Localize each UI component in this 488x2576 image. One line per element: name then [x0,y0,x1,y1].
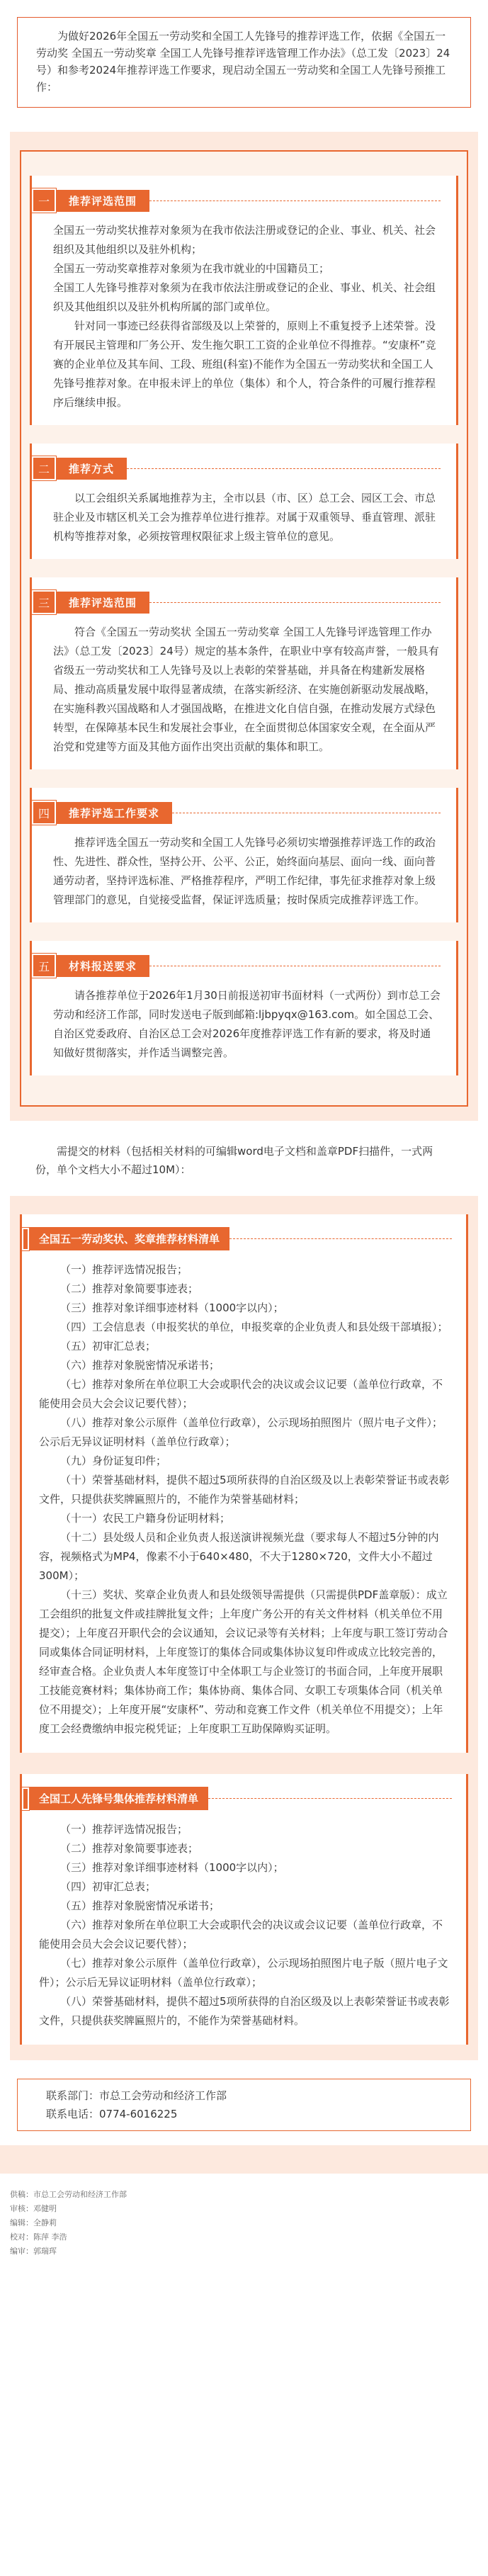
intro-box: 为做好2026年全国五一劳动奖和全国工人先锋号的推荐评选工作，依据《全国五一劳动奖 全国五一劳动奖章 全国工人先锋号推荐评选管理工作办法》（总工发〔2023〕24号）和参考2024年推荐评选工作要求，现启动全国五一劳动奖和全国工人先锋号预推工作： [17,17,471,108]
section-paragraph: 针对同一事迹已经获得省部级及以上荣誉的，原则上不重复授予上述荣誉。没有开展民主管理和厂务公开、发生拖欠职工工资的企业单位不得推荐。“安康杯”竞赛的企业单位及其车间、工段、班组(科室)不能作为全国五一劳动奖状和全国工人先锋号推荐对象。在申报未评上的单位（集体）和个人，符合条件的可履行推荐程序后继续申报。 [53,320,436,409]
list-item: （四）初审汇总表； [60,1880,157,1893]
contact-unit: 联系部门：市总工会劳动和经济工作部 [46,2089,227,2102]
materials-note: 需提交的材料（包括相关材料的可编辑word电子文档和盖章PDF扫描件，一式两份，单个文档大小不超过10M）： [35,1145,433,1176]
list-item: （二）推荐对象简要事迹表； [60,1282,199,1295]
lists-frame [10,1196,478,2060]
materials-list-card [20,1214,468,1753]
section-card [30,941,458,1075]
section-header [32,801,441,825]
list-item: （十）荣誉基础材料，提供不超过5项所获得的自治区级及以上表彰荣誉证书或表彰文件，只提供获奖牌匾照片的，不能作为荣誉基础材料； [39,1474,450,1506]
list-item: （十一）农民工户籍身份证明材料； [60,1512,231,1525]
section-title: 推荐方式 [56,458,127,480]
list-title: 全国五一劳动奖状、奖章推荐材料清单 [29,1227,229,1250]
list-header-marker [22,1787,29,1810]
section-header [32,456,441,480]
section-paragraph: 推荐评选全国五一劳动奖和全国工人先锋号必须切实增强推荐评选工作的政治性、先进性、群众性，坚持公开、公平、公正，始终面向基层、面向一线、面向普通劳动者，坚持评选标准、严格推荐程序，严明工作纪律，事先征求推荐对象上级管理部门的意见，自觉接受监督，保证评选质量；按时保质完成推荐评选工作。 [53,836,436,906]
list-item: （九）身份证复印件； [60,1454,167,1467]
credit-line: 供稿：市总工会劳动和经济工作部 [10,2190,127,2199]
list-header-marker [22,1228,29,1250]
list-item: （三）推荐对象详细事迹材料（1000字以内）； [60,1301,284,1314]
section-number: 四 [32,801,56,825]
list-item: （三）推荐对象详细事迹材料（1000字以内）； [60,1861,284,1874]
section-title: 推荐评选范围 [56,592,149,614]
section-card [30,176,458,425]
credit-line: 校对：陈萍 李浩 [10,2232,67,2242]
sections-frame [20,150,468,1107]
section-card [30,444,458,559]
section-paragraph: 以工会组织关系属地推荐为主，全市以县（市、区）总工会、园区工会、市总驻企业及市辖区机关工会为推荐单位进行推荐。对属于双重领导、垂直管理、派驻机构等推荐对象，必须按管理权限征求上级主管单位的意见。 [53,492,436,543]
section-header [32,188,441,213]
credit-line: 编审：郭瑞珲 [10,2247,57,2256]
list-item: （六）推荐对象所在单位职工大会或职代会的决议或会议记要（盖单位行政章，不能使用会员大会会议记要代替）； [39,1919,443,1950]
section-header [32,954,441,978]
list-item: （六）推荐对象脱密情况承诺书； [60,1359,220,1372]
main-frame [10,132,478,1121]
section-card [30,788,458,922]
list-item: （七）推荐对象所在单位职工大会或职代会的决议或会议记要（盖单位行政章，不能使用会员大会会议记要代替）； [39,1378,443,1410]
section-paragraph: 请各推荐单位于2026年1月30日前报送初审书面材料（一式两份）到市总工会劳动和经济工作部，同时发送电子版到邮箱:ljbpyqx@163.com。如全国总工会、自治区党委政府、自治区总工会对2026年度推荐评选工作有新的要求，将及时通知做好贯彻落实，并作适当调整完善。 [53,989,441,1059]
section-title: 推荐评选工作要求 [56,802,172,824]
section-title: 材料报送要求 [56,955,149,977]
section-paragraph: 全国五一劳动奖章推荐对象须为在我市就业的中国籍员工； [53,262,330,275]
footer-band [0,2145,488,2174]
article-page [0,17,488,2273]
section-title: 推荐评选范围 [56,190,149,212]
list-item: （七）推荐对象公示原件（盖单位行政章），公示现场拍照图片电子版（照片电子文件）；公示后无异议证明材料（盖单位行政章）； [39,1957,448,1989]
list-item: （四）工会信息表（申报奖状的单位，申报奖章的企业负责人和县处级干部填报）； [60,1321,448,1333]
section-paragraph: 全国五一劳动奖状推荐对象须为在我市依法注册或登记的企业、事业、机关、社会组织及其他组织以及驻外机构； [53,224,436,256]
list-header [22,1787,452,1810]
list-item: （一）推荐评选情况报告； [60,1823,188,1836]
list-item: （五）初审汇总表； [60,1340,157,1352]
credit-line: 审核：邓健明 [10,2204,57,2213]
section-header [32,590,441,614]
list-item: （十二）县处级人员和企业负责人报送演讲视频光盘（要求每人不超过5分钟的内容，视频格式为MP4，像素不小于640×480，不大于1280×720，文件大小不超过300M）； [39,1531,439,1582]
materials-list-card [20,1774,468,2045]
credit-line: 编辑：全静莉 [10,2218,57,2227]
section-number: 二 [32,456,56,480]
credits [0,2174,488,2273]
list-item: （八）推荐对象公示原件（盖单位行政章），公示现场拍照图片（照片电子文件）；公示后无异议证明材料（盖单位行政章）； [39,1416,443,1448]
section-number: 三 [32,590,56,614]
list-item: （八）荣誉基础材料，提供不超过5项所获得的自治区级及以上表彰荣誉证书或表彰文件，只提供获奖牌匾照片的，不能作为荣誉基础材料。 [39,1995,450,2027]
section-paragraph: 全国工人先锋号推荐对象须为在我市依法注册或登记的企业、事业、机关、社会组织及其他组织以及驻外机构所属的部门或单位。 [53,281,436,313]
list-header [22,1227,452,1250]
list-item: （一）推荐评选情况报告； [60,1263,188,1276]
section-number: 五 [32,954,56,978]
contact-box [17,2079,471,2131]
section-number: 一 [32,188,56,213]
list-title: 全国工人先锋号集体推荐材料清单 [29,1787,208,1810]
list-item: （二）推荐对象简要事迹表； [60,1842,199,1855]
section-card [30,577,458,769]
list-item: （五）推荐对象脱密情况承诺书； [60,1899,220,1912]
section-paragraph: 符合《全国五一劳动奖状 全国五一劳动奖章 全国工人先锋号评选管理工作办法》（总工发〔2023〕24号）规定的基本条件，在职业中享有较高声誉，一般具有省级五一劳动奖状和工人先锋号及以上表彰的荣誉基础，并具备在构建新发展格局、推动高质量发展中取得显著成绩，在落实新经济、在实施创新驱动发展战略，在实施科教兴国战略和人才强国战略，在推进文化自信自强，在推动发展方式绿色转型，在保障基本民生和发展社会事业，在全面贯彻总体国家安全观，在全面从严治党和党建等方面及其他方面作出突出贡献的集体和职工。 [53,626,439,753]
contact-phone: 联系电话：0774-6016225 [46,2108,178,2120]
list-item: （十三）奖状、奖章企业负责人和县处级领导需提供（只需提供PDF盖章版）：成立工会组织的批复文件或挂牌批复文件；上年度广务公开的有关文件材料（机关单位不用提交）；上年度召开职代会的会议通知，会议记录等有关材料；上年度与职工签订劳动合同或集体合同证明材料，上年度签订的集体合同或集体协议复印件或成立比较完善的，经审查合格。企业负责人本年度签订中全体职工与企业签订的书面合同，上年度开展职工技能竞赛材料；集体协商工作；集体协商、集体合同、女职工专项集体合同（机关单位不用提交）；上年度开展“安康杯”、劳动和竞赛工作文件（机关单位不用提交）；上年度工会经费缴纳申报完税凭证；上年度职工互助保障购买证明。 [39,1588,448,1735]
